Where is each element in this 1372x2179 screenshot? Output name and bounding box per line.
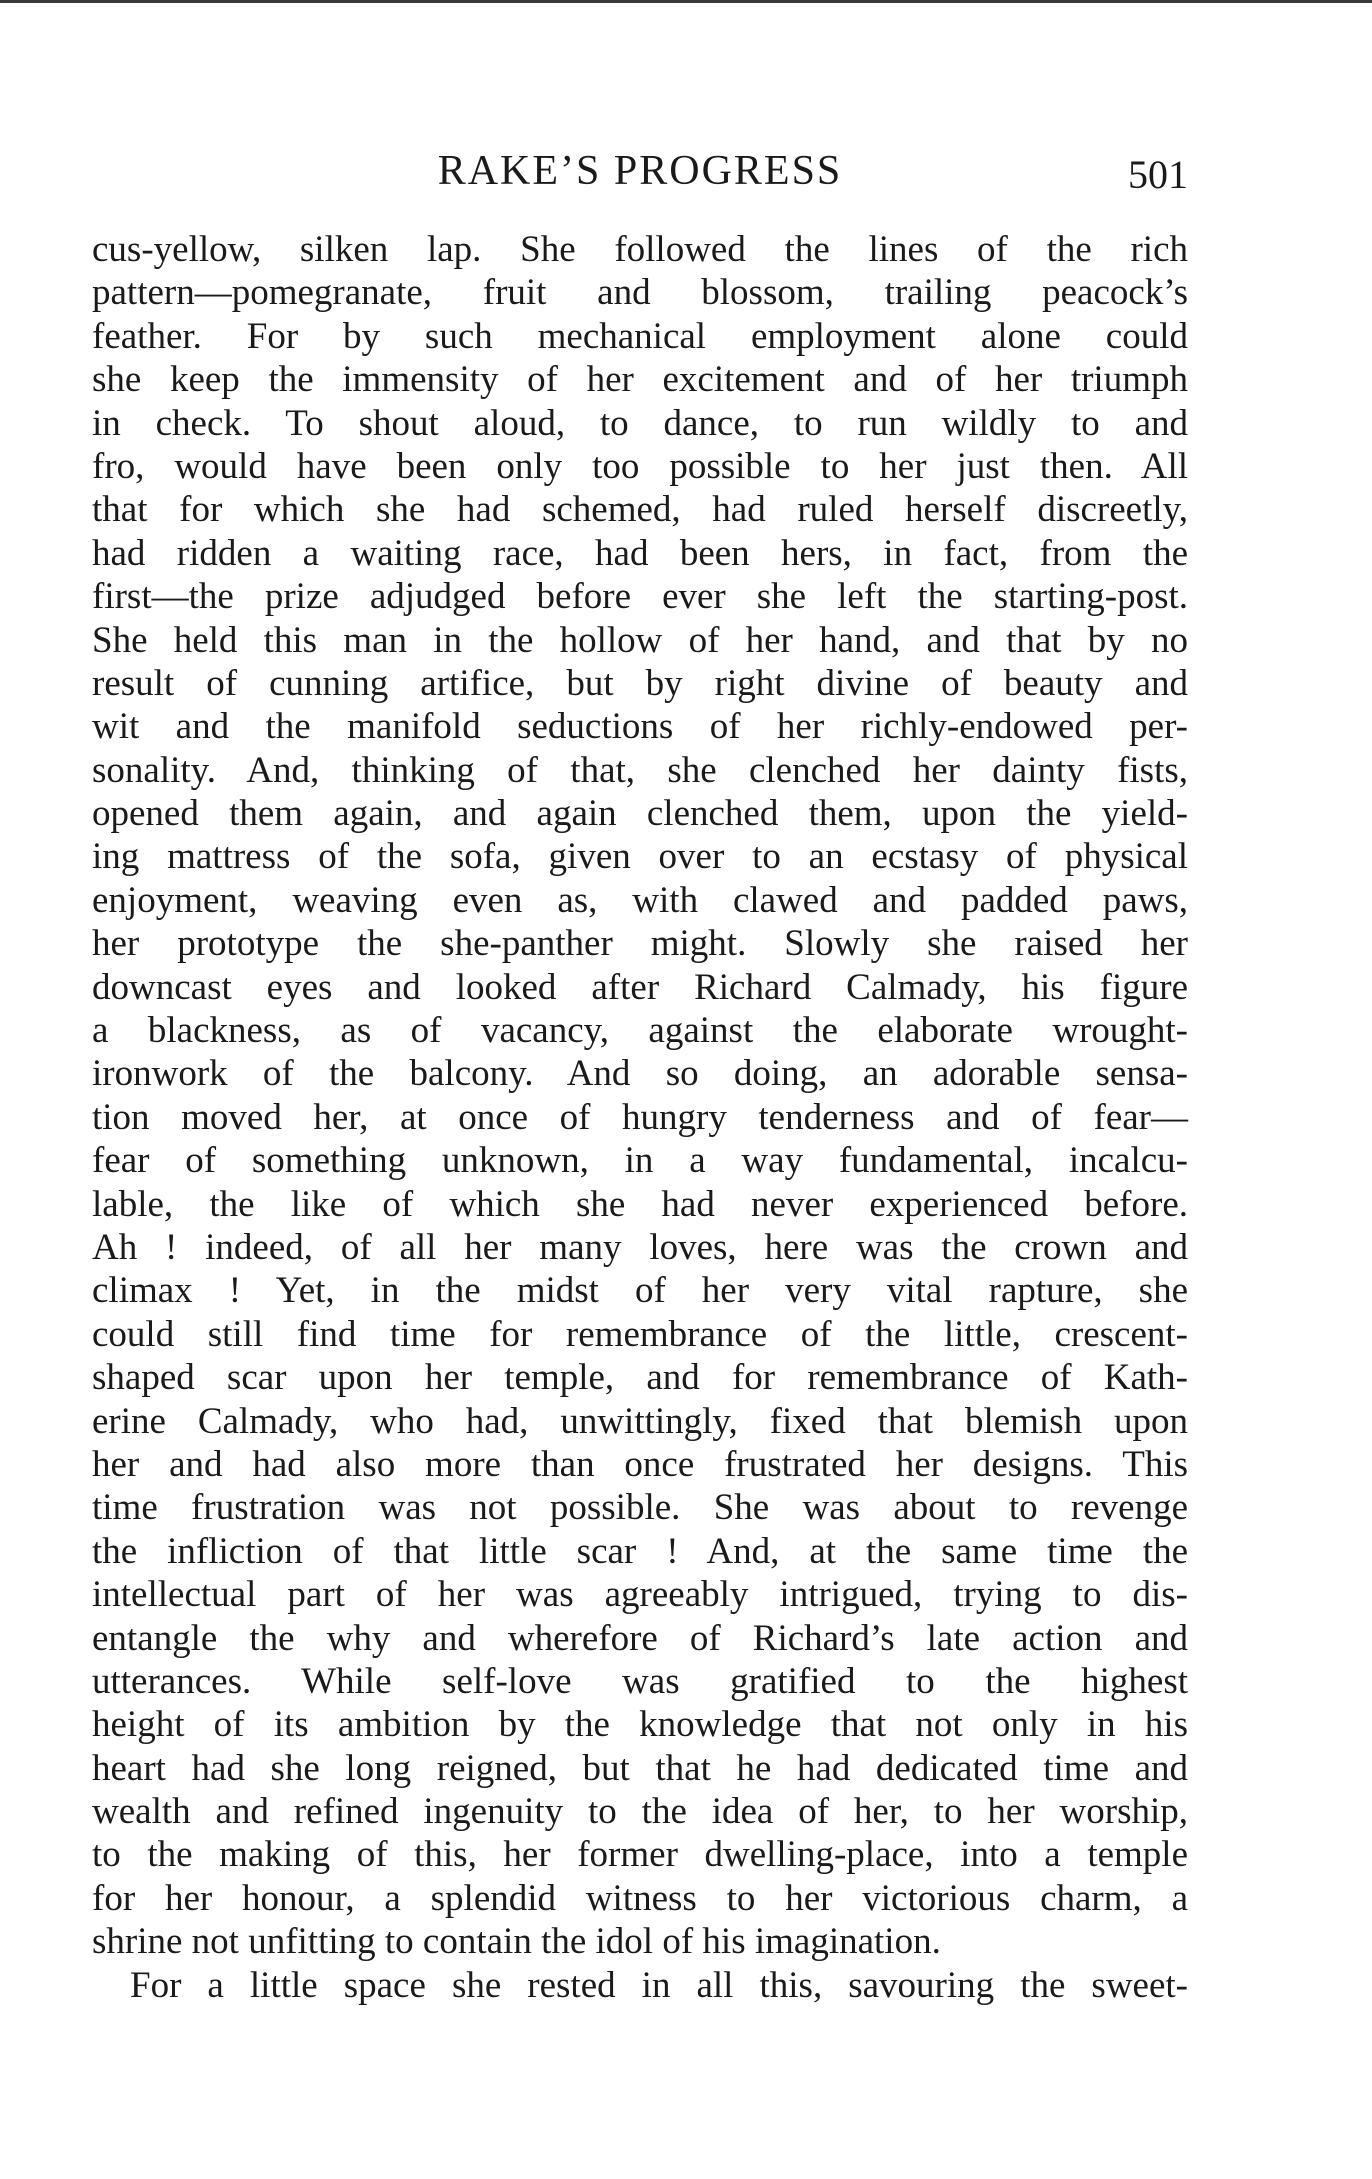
text-line: she keep the immensity of her excitement and of her triumph	[92, 359, 1188, 401]
text-line: downcast eyes and looked after Richard Calmady, his figure	[92, 966, 1188, 1008]
text-line: in check. To shout aloud, to dance, to run wildly to and	[92, 402, 1188, 444]
body-text	[92, 228, 1188, 2007]
text-line: ing mattress of the sofa, given over to an ecstasy of physical	[92, 836, 1188, 878]
text-line: shrine not unfitting to contain the idol of his imagination.	[92, 1921, 941, 1963]
text-line: opened them again, and again clenched them, upon the yield-	[92, 793, 1188, 835]
text-line: tion moved her, at once of hungry tenderness and of fear—	[92, 1096, 1188, 1138]
text-line: Ah ! indeed, of all her many loves, here was the crown and	[92, 1226, 1188, 1268]
text-line: climax ! Yet, in the midst of her very vital rapture, she	[92, 1270, 1188, 1312]
text-line: time frustration was not possible. She was about to revenge	[92, 1487, 1188, 1529]
text-line: fear of something unknown, in a way fundamental, incalcu-	[92, 1140, 1188, 1182]
text-line: for her honour, a splendid witness to her victorious charm, a	[92, 1877, 1188, 1919]
text-line: the infliction of that little scar ! And, at the same time the	[92, 1530, 1188, 1572]
text-line: feather. For by such mechanical employment alone could	[92, 315, 1188, 357]
text-line: first—the prize adjudged before ever she left the starting-post.	[92, 576, 1188, 618]
text-line: had ridden a waiting race, had been hers, in fact, from the	[92, 532, 1188, 574]
text-line: utterances. While self-love was gratified to the highest	[92, 1660, 1188, 1702]
text-line: fro, would have been only too possible to her just then. All	[92, 445, 1188, 487]
page-number: 501	[1128, 152, 1188, 197]
text-line: pattern—pomegranate, fruit and blossom, trailing peacock’s	[92, 272, 1188, 314]
text-line: wealth and refined ingenuity to the idea of her, to her worship,	[92, 1791, 1188, 1833]
text-line: could still find time for remembrance of the little, crescent-	[92, 1313, 1188, 1355]
top-edge-rule	[0, 0, 1372, 3]
text-line: lable, the like of which she had never experienced before.	[92, 1183, 1188, 1225]
text-line: result of cunning artifice, but by right divine of beauty and	[92, 662, 1188, 704]
text-line: to the making of this, her former dwelling-place, into a temple	[92, 1834, 1188, 1876]
paragraph	[92, 1964, 1188, 2007]
text-line: height of its ambition by the knowledge that not only in his	[92, 1704, 1188, 1746]
text-line: She held this man in the hollow of her hand, and that by no	[92, 619, 1188, 661]
text-line: intellectual part of her was agreeably intrigued, trying to dis-	[92, 1574, 1188, 1616]
text-line: entangle the why and wherefore of Richard’s late action and	[92, 1617, 1188, 1659]
paragraph	[92, 228, 1188, 1964]
text-line: For a little space she rested in all this, savouring the sweet-	[130, 1964, 1188, 2006]
text-line: her prototype the she-panther might. Slowly she raised her	[92, 923, 1188, 965]
text-line: that for which she had schemed, had ruled herself discreetly,	[92, 489, 1188, 531]
text-line: sonality. And, thinking of that, she clenched her dainty fists,	[92, 749, 1188, 791]
running-title: RAKE’S PROGRESS	[437, 148, 843, 194]
text-line: shaped scar upon her temple, and for remembrance of Kath-	[92, 1357, 1188, 1399]
text-line: ironwork of the balcony. And so doing, an adorable sensa-	[92, 1053, 1188, 1095]
text-line: cus-yellow, silken lap. She followed the lines of the rich	[92, 229, 1188, 270]
text-line: erine Calmady, who had, unwittingly, fixed that blemish upon	[92, 1400, 1188, 1442]
text-line: enjoyment, weaving even as, with clawed and padded paws,	[92, 879, 1188, 921]
text-line: wit and the manifold seductions of her richly-endowed per-	[92, 706, 1188, 748]
text-line: her and had also more than once frustrated her designs. This	[92, 1443, 1188, 1485]
running-head	[92, 146, 1188, 196]
text-line: a blackness, as of vacancy, against the elaborate wrought-	[92, 1010, 1188, 1052]
text-line: heart had she long reigned, but that he had dedicated time and	[92, 1747, 1188, 1789]
